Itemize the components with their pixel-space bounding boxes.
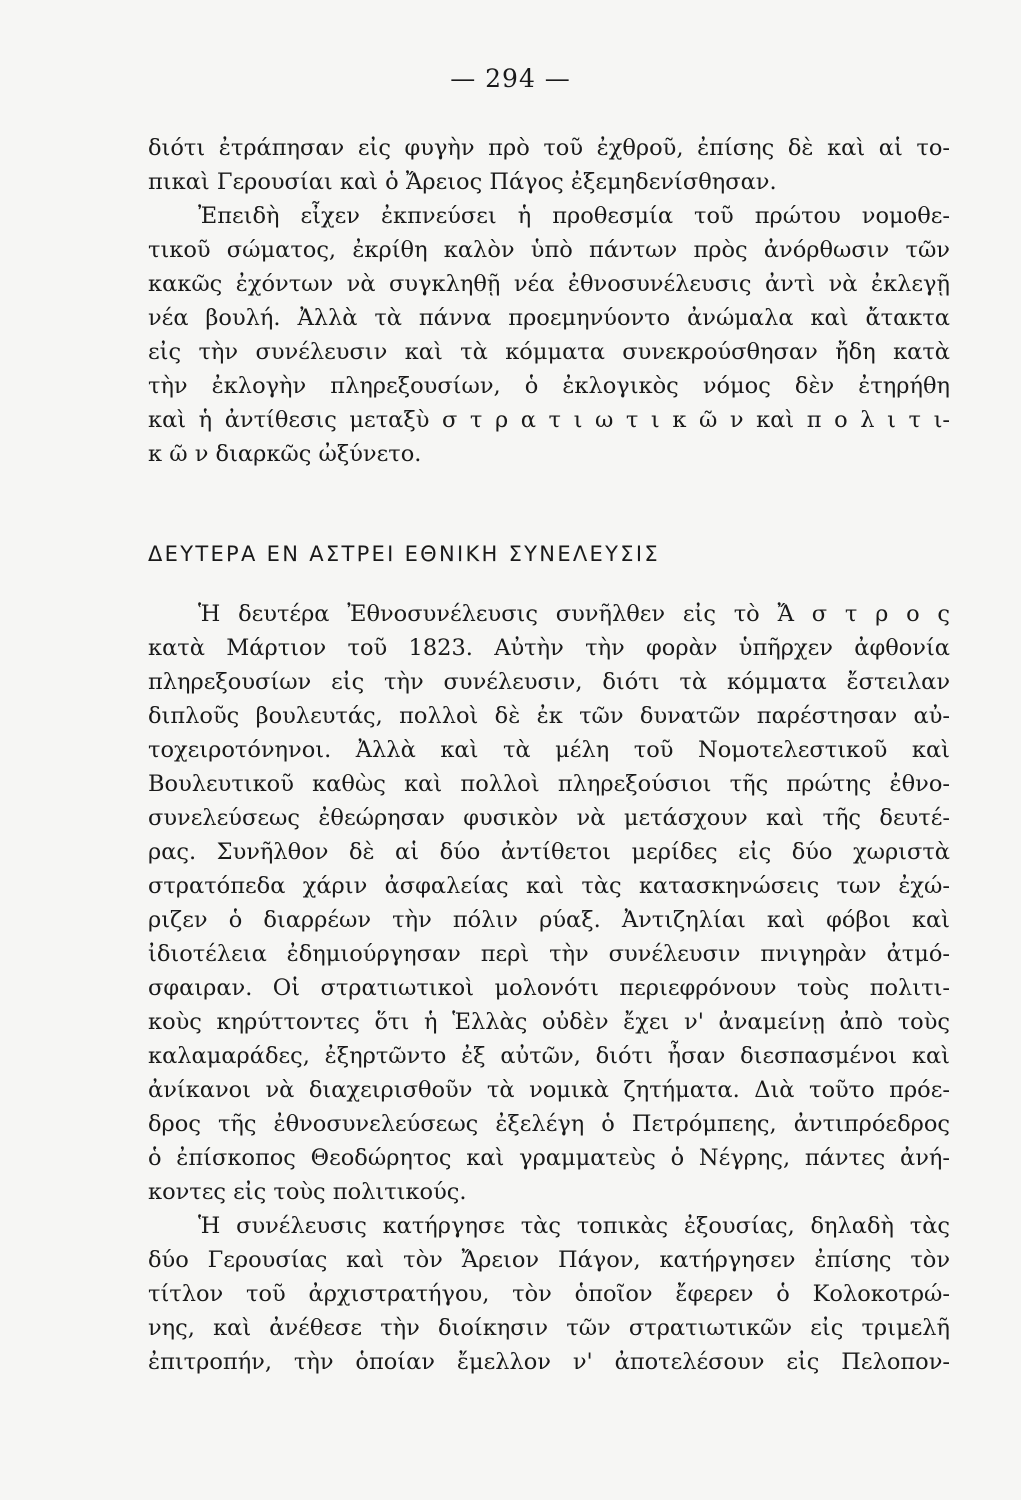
text-line: τὴν ἐκλογὴν πληρεξουσίων, ὁ ἐκλογικὸς νόμος δὲν ἐτηρήθη — [148, 373, 950, 399]
text-line: νης, καὶ ἀνέθεσε τὴν διοίκησιν τῶν στρατιωτικῶν εἰς τριμελῆ — [148, 1315, 950, 1341]
text-line: δύο Γερουσίας καὶ τὸν Ἄρειον Πάγον, κατήργησεν ἐπίσης τὸν — [148, 1247, 950, 1273]
text-line: Βουλευτικοῦ καθὼς καὶ πολλοὶ πληρεξούσιοι τῆς πρώτης ἐθνο- — [148, 771, 950, 797]
section-heading: ΔΕΥΤΕΡΑ ΕΝ ΑΣΤΡΕΙ ΕΘΝΙΚΗ ΣΥΝΕΛΕΥΣΙΣ — [148, 542, 660, 566]
text-line: τοχειροτόνηνοι. Ἀλλὰ καὶ τὰ μέλη τοῦ Νομοτελεστικοῦ καὶ — [148, 737, 950, 763]
text-line: Ἡ συνέλευσις κατήργησε τὰς τοπικὰς ἐξουσίας, δηλαδὴ τὰς — [198, 1213, 950, 1239]
text-line: κοὺς κηρύττοντες ὅτι ἡ Ἑλλὰς οὐδὲν ἔχει ν' ἀναμείνῃ ἀπὸ τοὺς — [148, 1009, 950, 1035]
text-line: ἐπιτροπήν, τὴν ὁποίαν ἔμελλον ν' ἀποτελέσουν εἰς Πελοπον- — [148, 1349, 950, 1375]
text-line: καλαμαράδες, ἐξηρτῶντο ἐξ αὐτῶν, διότι ἦσαν διεσπασμένοι καὶ — [148, 1043, 950, 1069]
text-line: ριζεν ὁ διαρρέων τὴν πόλιν ρύαξ. Ἀντιζηλίαι καὶ φόβοι καὶ — [148, 907, 950, 933]
text-line: ἀνίκανοι νὰ διαχειρισθοῦν τὰ νομικὰ ζητήματα. Διὰ τοῦτο πρόε- — [148, 1077, 950, 1103]
text-line: κατὰ Μάρτιον τοῦ 1823. Αὐτὴν τὴν φορὰν ὑπῆρχεν ἀφθονία — [148, 635, 950, 661]
text-line: σφαιραν. Οἱ στρατιωτικοὶ μολονότι περιεφρόνουν τοὺς πολιτι- — [148, 975, 950, 1001]
text-line: συνελεύσεως ἐθεώρησαν φυσικὸν νὰ μετάσχουν καὶ τῆς δευτέ- — [148, 805, 950, 831]
text-line: κοντες εἰς τοὺς πολιτικούς. — [148, 1179, 467, 1205]
text-line: ρας. Συνῆλθον δὲ αἱ δύο ἀντίθετοι μερίδες εἰς δύο χωριστὰ — [148, 839, 950, 865]
text-line: Ἡ δευτέρα Ἐθνοσυνέλευσις συνῆλθεν εἰς τὸ Ἄ σ τ ρ ο ς — [198, 601, 950, 627]
text-line: διότι ἐτράπησαν εἰς φυγὴν πρὸ τοῦ ἐχθροῦ, ἐπίσης δὲ καὶ αἱ το- — [148, 135, 950, 161]
text-line: εἰς τὴν συνέλευσιν καὶ τὰ κόμματα συνεκρούσθησαν ἤδη κατὰ — [148, 339, 950, 365]
page-number: — 294 — — [450, 64, 571, 93]
text-line: δρος τῆς ἐθνοσυνελεύσεως ἐξελέγη ὁ Πετρόμπεης, ἀντιπρόεδρος — [148, 1111, 950, 1137]
text-line: ὁ ἐπίσκοπος Θεοδώρητος καὶ γραμματεὺς ὁ Νέγρης, πάντες ἀνή- — [148, 1145, 950, 1171]
text-line: στρατόπεδα χάριν ἀσφαλείας καὶ τὰς κατασκηνώσεις των ἐχώ- — [148, 873, 950, 899]
text-line: κακῶς ἐχόντων νὰ συγκληθῇ νέα ἐθνοσυνέλευσις ἀντὶ νὰ ἐκλεγῇ — [148, 271, 950, 297]
text-line: νέα βουλή. Ἀλλὰ τὰ πάννα προεμηνύοντο ἀνώμαλα καὶ ἄτακτα — [148, 305, 950, 331]
text-line: πικαὶ Γερουσίαι καὶ ὁ Ἄρειος Πάγος ἐξεμηδενίσθησαν. — [148, 169, 777, 195]
text-line: τικοῦ σώματος, ἐκρίθη καλὸν ὑπὸ πάντων πρὸς ἀνόρθωσιν τῶν — [148, 237, 950, 263]
text-line: καὶ ἡ ἀντίθεσις μεταξὺ σ τ ρ α τ ι ω τ ι κ ῶ ν καὶ π ο λ ι τ ι- — [148, 407, 950, 433]
text-line: ἰδιοτέλεια ἐδημιούργησαν περὶ τὴν συνέλευσιν πνιγηρὰν ἀτμό- — [148, 941, 950, 967]
text-line: πληρεξουσίων εἰς τὴν συνέλευσιν, διότι τὰ κόμματα ἔστειλαν — [148, 669, 950, 695]
text-line: διπλοῦς βουλευτάς, πολλοὶ δὲ ἐκ τῶν δυνατῶν παρέστησαν αὐ- — [148, 703, 950, 729]
text-line: Ἐπειδὴ εἶχεν ἐκπνεύσει ἡ προθεσμία τοῦ πρώτου νομοθε- — [198, 203, 950, 229]
text-line: τίτλον τοῦ ἀρχιστρατήγου, τὸν ὁποῖον ἔφερεν ὁ Κολοκοτρώ- — [148, 1281, 950, 1307]
text-line: κ ῶ ν διαρκῶς ὠξύνετο. — [148, 441, 422, 467]
